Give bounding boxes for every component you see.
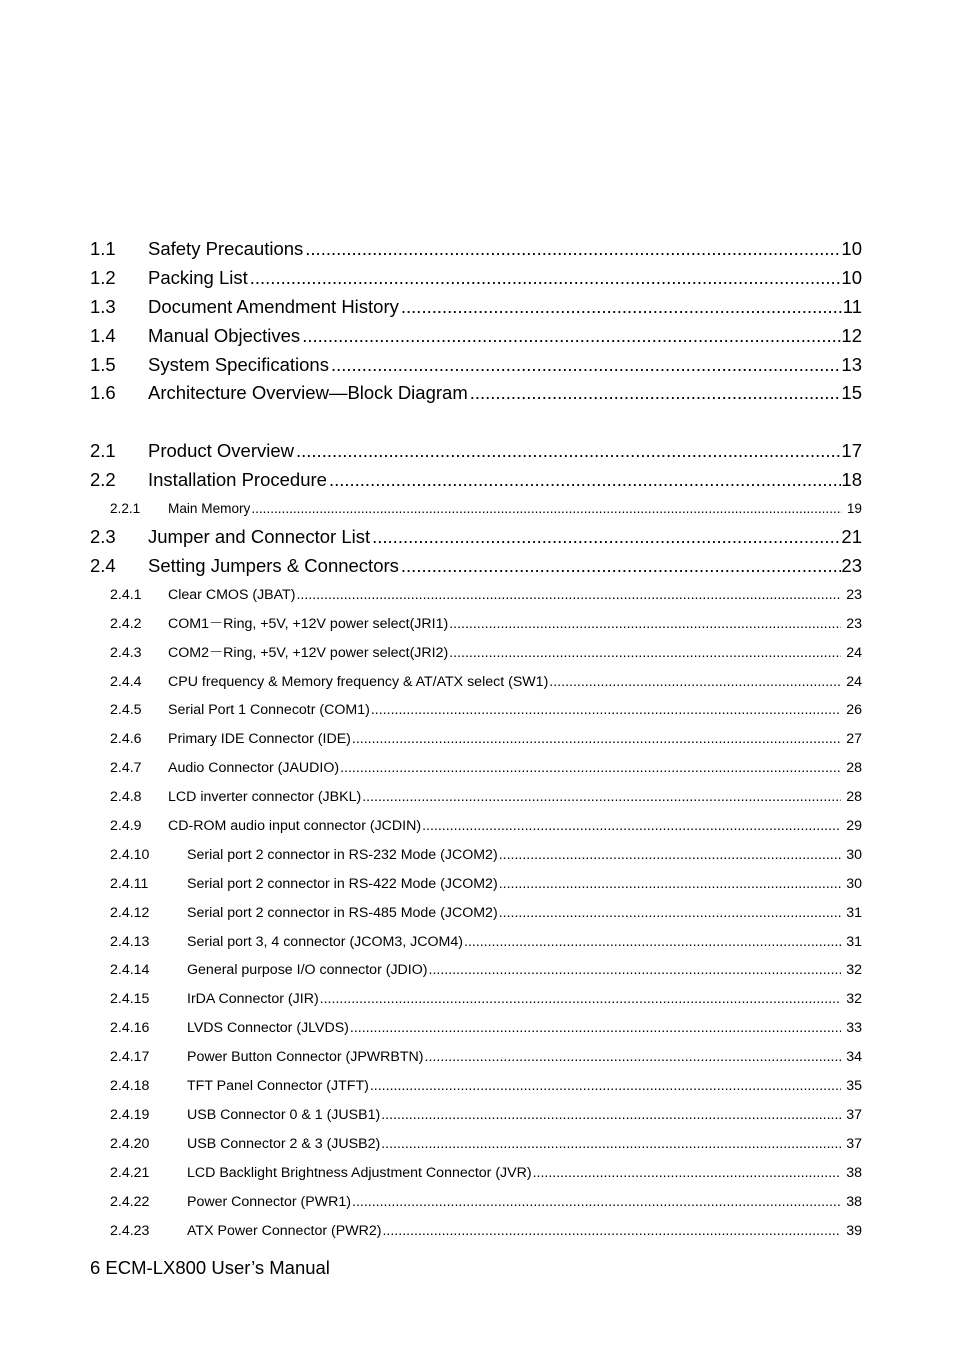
toc-entry-number: 2.4.4 [110,673,142,690]
toc-entry-leader-dots [425,1043,842,1072]
toc-entry-number: 2.4.2 [110,615,142,632]
toc-entry-number: 2.4.15 [110,991,150,1008]
toc-entry-page-number: 19 [846,501,862,517]
toc-entry-leader-dots [401,552,842,581]
toc-entry[interactable] [90,293,862,322]
toc-entry-leader-dots [362,783,841,812]
toc-entry-page-number: 10 [841,266,862,288]
toc-entry-number: 1.6 [90,382,116,404]
toc-entry[interactable] [90,351,862,380]
toc-entry-title: Document Amendment History [148,295,399,317]
toc-entry-leader-dots [302,322,841,351]
toc-entry-page-number: 38 [846,1164,862,1181]
toc-entry-leader-dots [470,379,842,408]
toc-entry-number: 1.3 [90,295,116,317]
toc-entry-number: 2.4.17 [110,1049,150,1066]
toc-entry-leader-dots [296,437,841,466]
toc-entry-number: 1.5 [90,353,116,375]
toc-entry-page-number: 24 [846,644,862,661]
toc-group-chapter-1 [90,235,862,408]
toc-entry-page-number: 32 [846,991,862,1008]
toc-entry[interactable] [90,870,862,899]
toc-entry-page-number: 31 [846,933,862,950]
toc-entry-page-number: 37 [846,1135,862,1152]
toc-entry-number: 2.4.3 [110,644,142,661]
toc-entry-title: CD-ROM audio input connector (JCDIN) [168,818,422,835]
toc-entry[interactable] [90,1043,862,1072]
toc-entry-page-number: 32 [846,962,862,979]
toc-entry-page-number: 23 [846,615,862,632]
toc-entry[interactable] [90,610,862,639]
toc-entry[interactable] [90,264,862,293]
toc-entry-number: 2.4.16 [110,1020,150,1037]
toc-entry-number: 2.2 [90,469,116,491]
toc-entry[interactable] [90,1072,862,1101]
toc-entry[interactable] [90,466,862,495]
toc-entry-leader-dots [499,899,842,928]
toc-entry-number: 2.1 [90,440,116,462]
toc-entry[interactable] [90,1101,862,1130]
toc-entry-leader-dots [296,581,841,610]
toc-entry-number: 2.4.20 [110,1135,150,1152]
toc-entry-number: 2.4.22 [110,1193,150,1210]
toc-entry-page-number: 33 [846,1020,862,1037]
toc-entry-page-number: 15 [841,382,862,404]
toc-entry-title: Primary IDE Connector (IDE) [168,731,351,748]
toc-entry-leader-dots [449,639,841,668]
toc-entry-page-number: 38 [846,1193,862,1210]
toc-entry-leader-dots [352,1188,841,1217]
toc-entry-number: 2.4.11 [110,875,149,892]
toc-entry[interactable] [90,1188,862,1217]
toc-entry-page-number: 37 [846,1106,862,1123]
toc-entry-title: Installation Procedure [148,469,327,491]
toc-entry[interactable] [90,985,862,1014]
toc-entry-leader-dots [350,1014,841,1043]
toc-entry-number: 2.4.10 [110,846,150,863]
toc-entry-leader-dots [329,466,841,495]
toc-entry-title: LCD inverter connector (JBKL) [168,789,362,806]
toc-entry[interactable] [90,812,862,841]
toc-entry-title: IrDA Connector (JIR) [187,991,319,1008]
toc-entry-title: System Specifications [148,353,329,375]
toc-entry-number: 2.4.21 [110,1164,150,1181]
toc-entry-leader-dots [381,1130,841,1159]
toc-entry-title: ATX Power Connector (PWR2) [187,1222,382,1239]
toc-entry[interactable] [90,379,862,408]
toc-entry-leader-dots [340,754,841,783]
toc-entry-page-number: 28 [846,789,862,806]
toc-entry[interactable] [90,783,862,812]
toc-entry-leader-dots [449,610,841,639]
toc-entry-page-number: 21 [841,526,862,548]
toc-entry-number: 2.4.13 [110,933,150,950]
toc-entry-title: USB Connector 0 & 1 (JUSB1) [187,1106,381,1123]
toc-entry-number: 2.4.14 [110,962,150,979]
toc-entry-page-number: 30 [846,846,862,863]
toc-entry[interactable] [90,1014,862,1043]
toc-entry-number: 2.4.8 [110,789,142,806]
toc-entry-leader-dots [401,293,843,322]
toc-entry-leader-dots [250,264,842,293]
toc-entry-page-number: 34 [846,1049,862,1066]
toc-entry-title: Serial port 2 connector in RS-232 Mode (JCOM2) [187,846,498,863]
toc-entry-leader-dots [320,985,842,1014]
toc-entry[interactable] [90,552,862,581]
toc-entry-page-number: 10 [841,238,862,259]
toc-group-chapter-2 [90,437,862,1245]
toc-entry[interactable] [90,754,862,783]
toc-entry[interactable] [90,639,862,668]
toc-entry-page-number: 39 [846,1222,862,1239]
toc-entry[interactable] [90,1159,862,1188]
toc-entry-leader-dots [381,1101,841,1130]
toc-entry[interactable] [90,725,862,754]
toc-entry-number: 2.2.1 [110,501,141,517]
toc-entry-title: TFT Panel Connector (JTFT) [187,1078,369,1095]
toc-entry-title: Power Connector (PWR1) [187,1193,351,1210]
toc-entry-number: 2.4.7 [110,760,142,777]
toc-entry-page-number: 26 [846,702,862,719]
toc-entry-title: Architecture Overview—Block Diagram [148,382,468,404]
toc-entry-title: Serial port 2 connector in RS-485 Mode (JCOM2) [187,904,498,921]
toc-entry-title: Power Button Connector (JPWRBTN) [187,1049,424,1066]
toc-entry-title: Main Memory [168,501,251,517]
toc-entry[interactable] [90,235,862,264]
toc-entry-number: 2.4.1 [110,586,142,603]
toc-entry-leader-dots [499,870,842,899]
toc-entry-title: USB Connector 2 & 3 (JUSB2) [187,1135,381,1152]
toc-entry-leader-dots [422,812,841,841]
table-of-contents [90,235,862,1245]
toc-entry-title: CPU frequency & Memory frequency & AT/ATX select (SW1) [168,673,549,690]
toc-entry-page-number: 18 [841,469,862,491]
toc-entry[interactable] [90,696,862,725]
toc-entry[interactable] [90,1130,862,1159]
toc-entry-leader-dots [251,495,842,523]
toc-entry-title: Safety Precautions [148,238,304,259]
toc-entry-title: COM1－Ring, +5V, +12V power select(JRI1) [168,615,449,632]
toc-entry-leader-dots [352,725,841,754]
toc-entry[interactable] [90,322,862,351]
toc-entry[interactable] [90,928,862,957]
toc-entry-title: LVDS Connector (JLVDS) [187,1020,349,1037]
toc-entry-number: 2.4.18 [110,1078,150,1095]
toc-entry-title: Setting Jumpers & Connectors [148,555,399,577]
toc-entry[interactable] [90,495,862,523]
toc-entry-page-number: 17 [841,440,862,462]
toc-entry[interactable] [90,899,862,928]
toc-entry-number: 2.3 [90,526,116,548]
toc-entry-title: General purpose I/O connector (JDIO) [187,962,428,979]
toc-entry-page-number: 27 [846,731,862,748]
toc-entry-page-number: 13 [841,353,862,375]
toc-group-gap [90,408,862,437]
toc-entry-page-number: 12 [841,324,862,346]
toc-entry-leader-dots [533,1159,842,1188]
toc-entry-leader-dots [305,235,841,264]
toc-entry-page-number: 24 [846,673,862,690]
toc-entry-leader-dots [371,696,841,725]
page-footer: 6 ECM-LX800 User’s Manual [90,1257,330,1278]
toc-entry-title: LCD Backlight Brightness Adjustment Connector (JVR) [187,1164,532,1181]
toc-entry-page-number: 35 [846,1078,862,1095]
toc-entry[interactable] [90,581,862,610]
toc-entry-number: 1.2 [90,266,116,288]
toc-entry-leader-dots [331,351,841,380]
toc-entry-title: Serial port 3, 4 connector (JCOM3, JCOM4) [187,933,463,950]
toc-entry-page-number: 29 [846,818,862,835]
toc-entry-number: 2.4 [90,555,116,577]
toc-entry-page-number: 11 [842,295,862,317]
toc-entry-number: 2.4.6 [110,731,142,748]
toc-entry-number: 2.4.5 [110,702,142,719]
toc-entry-number: 2.4.12 [110,904,150,921]
toc-entry-number: 1.1 [90,238,116,259]
toc-entry-title: Product Overview [148,440,294,462]
toc-entry[interactable] [90,1217,862,1246]
toc-entry-leader-dots [549,668,841,697]
toc-entry[interactable] [90,437,862,466]
toc-entry[interactable] [90,668,862,697]
toc-entry-page-number: 28 [846,760,862,777]
toc-entry[interactable] [90,841,862,870]
toc-entry[interactable] [90,956,862,985]
toc-entry-number: 1.4 [90,324,116,346]
toc-entry-leader-dots [372,523,841,552]
toc-entry-title: Packing List [148,266,248,288]
toc-entry-title: Serial port 2 connector in RS-422 Mode (JCOM2) [187,875,498,892]
toc-entry-leader-dots [382,1217,841,1246]
toc-entry-number: 2.4.9 [110,818,142,835]
toc-entry-leader-dots [499,841,842,870]
toc-entry-page-number: 23 [846,586,862,603]
toc-entry-title: Manual Objectives [148,324,301,346]
toc-entry-leader-dots [429,956,842,985]
toc-entry-title: COM2－Ring, +5V, +12V power select(JRI2) [168,644,449,661]
toc-entry-title: Clear CMOS (JBAT) [168,586,296,603]
toc-entry-title: Jumper and Connector List [148,526,371,548]
toc-entry-leader-dots [464,928,841,957]
toc-entry-title: Audio Connector (JAUDIO) [168,760,340,777]
toc-entry-page-number: 23 [841,555,862,577]
toc-entry-page-number: 31 [846,904,862,921]
toc-entry[interactable] [90,523,862,552]
toc-entry-leader-dots [370,1072,841,1101]
toc-entry-number: 2.4.23 [110,1222,150,1239]
toc-entry-number: 2.4.19 [110,1106,150,1123]
toc-entry-page-number: 30 [846,875,862,892]
toc-entry-title: Serial Port 1 Connecotr (COM1) [168,702,370,719]
